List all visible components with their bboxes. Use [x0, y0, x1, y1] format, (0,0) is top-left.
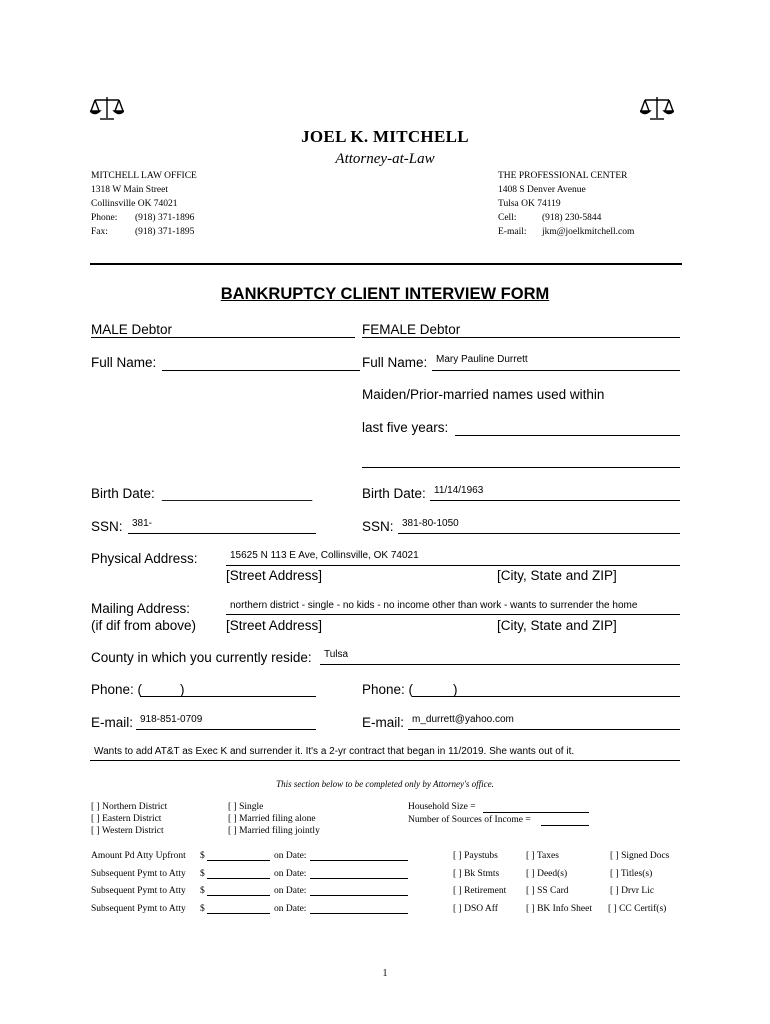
physical-address-field[interactable] [226, 565, 680, 566]
female-email-label: E-mail: [362, 715, 405, 730]
mailing-address-value: northern district - single - no kids - no income other than work - wants to surrender the home [230, 600, 638, 611]
income-sources-label: Number of Sources of Income = [408, 815, 531, 825]
office-phone: (918) 371-1896 [135, 213, 195, 223]
checklist-signed-docs[interactable]: [ ] Signed Docs [610, 851, 670, 861]
physical-address-value: 15625 N 113 E Ave, Collinsville, OK 74021 [230, 550, 419, 561]
filing-single-checkbox[interactable]: [ ] Single [228, 802, 264, 812]
payment-label: Amount Pd Atty Upfront [91, 851, 186, 861]
maiden-names-label-cont: last five years: [362, 420, 449, 435]
female-full-name-value: Mary Pauline Durrett [436, 354, 528, 365]
district-western-checkbox[interactable]: [ ] Western District [91, 826, 164, 836]
male-phone-label: Phone: ( [91, 682, 143, 697]
county-value: Tulsa [324, 649, 349, 660]
checklist-dso-aff[interactable]: [ ] DSO Aff [453, 904, 498, 914]
male-email-label: E-mail: [91, 715, 134, 730]
checklist-cc-certifs[interactable]: [ ] CC Certif(s) [608, 904, 667, 914]
payment-date-field[interactable] [310, 913, 408, 914]
checklist-paystubs[interactable]: [ ] Paystubs [453, 851, 498, 861]
mailing-address-label: Mailing Address: [91, 601, 191, 616]
email-label: E-mail: [498, 227, 527, 237]
filing-checkboxes [228, 801, 320, 837]
male-debtor-heading: MALE Debtor [91, 322, 173, 337]
attorney-name: JOEL K. MITCHELL [301, 127, 469, 146]
payment-amount-field[interactable] [207, 860, 270, 861]
female-birth-date-label: Birth Date: [362, 486, 426, 501]
office-city: Collinsville OK 74021 [91, 199, 178, 209]
female-email-field[interactable] [408, 729, 680, 730]
city-state-zip-hint: [City, State and ZIP] [497, 568, 617, 583]
fax-label: Fax: [91, 227, 108, 237]
payment-label: Subsequent Pymt to Atty [91, 904, 186, 914]
office-fax: (918) 371-1895 [135, 227, 195, 237]
payment-date-field[interactable] [310, 895, 408, 896]
checklist-drvr-lic[interactable]: [ ] Drvr Lic [610, 886, 655, 896]
page-number: 1 [382, 968, 388, 979]
male-email-field[interactable] [136, 729, 316, 730]
female-debtor-heading: FEMALE Debtor [362, 322, 461, 337]
payment-dollar: $ [200, 904, 205, 914]
payment-dollar: $ [200, 886, 205, 896]
form-title: BANKRUPTCY CLIENT INTERVIEW FORM [220, 285, 550, 303]
female-birth-date-field[interactable] [430, 500, 680, 501]
office-name: MITCHELL LAW OFFICE [91, 171, 197, 181]
male-full-name-field[interactable] [162, 370, 360, 371]
physical-address-label: Physical Address: [91, 551, 198, 566]
female-ssn-label: SSN: [362, 519, 394, 534]
household-size-label: Household Size = [408, 802, 476, 812]
male-ssn-field[interactable] [128, 533, 316, 534]
district-eastern-checkbox[interactable]: [ ] Eastern District [91, 814, 162, 824]
county-label: County in which you currently reside: [91, 650, 312, 665]
payment-dollar: $ [200, 851, 205, 861]
female-heading-underline [362, 337, 680, 338]
household-size-field[interactable] [483, 812, 589, 813]
male-birth-date-label: Birth Date: [91, 486, 155, 501]
checklist-bk-info-sheet[interactable]: [ ] BK Info Sheet [526, 904, 592, 914]
attorney-section-note: This section below to be completed only by Attorney's office. [276, 779, 494, 789]
male-ssn-value: 381- [132, 518, 153, 529]
maiden-names-field[interactable] [455, 435, 680, 436]
male-phone-field[interactable] [140, 696, 316, 697]
mailing-address-field[interactable] [226, 614, 680, 615]
cell-label: Cell: [498, 213, 517, 223]
payment-amount-field[interactable] [207, 895, 270, 896]
male-phone-paren: ) [180, 682, 185, 697]
female-full-name-label: Full Name: [362, 355, 428, 370]
female-ssn-field[interactable] [398, 533, 680, 534]
attorney-title: Attorney-at-Law [335, 151, 435, 167]
female-email-value: m_durrett@yahoo.com [412, 714, 514, 725]
checklist-retirement[interactable]: [ ] Retirement [453, 886, 507, 896]
income-sources-field[interactable] [541, 825, 589, 826]
checklist-bk-stmts[interactable]: [ ] Bk Stmts [453, 869, 500, 879]
county-field[interactable] [320, 664, 680, 665]
payment-amount-field[interactable] [207, 878, 270, 879]
notes-value: Wants to add AT&T as Exec K and surrender it. It's a 2-yr contract that began in 11/2019. She wants out of it. [94, 746, 575, 757]
checklist-ss-card[interactable]: [ ] SS Card [526, 886, 569, 896]
scales-of-justice-icon [640, 95, 674, 121]
district-northern-checkbox[interactable]: [ ] Northern District [91, 802, 168, 812]
filing-married-alone-checkbox[interactable]: [ ] Married filing alone [228, 814, 316, 824]
city-state-zip-hint: [City, State and ZIP] [497, 618, 617, 633]
male-full-name-label: Full Name: [91, 355, 157, 370]
maiden-names-label: Maiden/Prior-married names used within [362, 387, 605, 402]
payment-amount-field[interactable] [207, 913, 270, 914]
male-heading-underline [91, 337, 355, 338]
scales-of-justice-icon [90, 95, 124, 121]
payment-dollar: $ [200, 869, 205, 879]
header-divider [90, 263, 682, 265]
left-office-address [91, 169, 197, 239]
district-checkboxes [91, 801, 167, 837]
female-phone-label: Phone: ( [362, 682, 414, 697]
office-email: jkm@joelkmitchell.com [542, 227, 635, 237]
office-name: THE PROFESSIONAL CENTER [498, 171, 628, 181]
female-ssn-value: 381-80-1050 [402, 518, 459, 529]
maiden-names-field-2[interactable] [362, 467, 680, 468]
male-ssn-label: SSN: [91, 519, 123, 534]
female-birth-date-value: 11/14/1963 [434, 485, 484, 496]
mailing-address-sub: (if dif from above) [91, 618, 197, 633]
female-full-name-field[interactable] [432, 370, 680, 371]
checklist-titles[interactable]: [ ] Titles(s) [610, 869, 653, 879]
office-cell: (918) 230-5844 [542, 213, 602, 223]
payment-label: Subsequent Pymt to Atty [91, 886, 186, 896]
street-address-hint: [Street Address] [226, 568, 323, 583]
payment-date-label: on Date: [274, 851, 307, 861]
female-phone-paren: ) [453, 682, 458, 697]
payment-date-field[interactable] [310, 878, 408, 879]
payment-date-field[interactable] [310, 860, 408, 861]
payment-date-label: on Date: [274, 886, 307, 896]
right-office-address [498, 169, 634, 239]
male-email-value: 918-851-0709 [140, 714, 203, 725]
checklist-deeds[interactable]: [ ] Deed(s) [526, 869, 568, 879]
male-birth-date-field[interactable]: ____________________ [162, 486, 313, 501]
street-address-hint: [Street Address] [226, 618, 323, 633]
payment-label: Subsequent Pymt to Atty [91, 869, 186, 879]
filing-married-jointly-checkbox[interactable]: [ ] Married filing jointly [228, 826, 320, 836]
payment-date-label: on Date: [274, 904, 307, 914]
phone-label: Phone: [91, 213, 118, 223]
office-city: Tulsa OK 74119 [498, 199, 561, 209]
payment-date-label: on Date: [274, 869, 307, 879]
office-street: 1318 W Main Street [91, 185, 168, 195]
office-street: 1408 S Denver Avenue [498, 185, 586, 195]
notes-field[interactable] [90, 760, 680, 761]
checklist-taxes[interactable]: [ ] Taxes [526, 851, 559, 861]
